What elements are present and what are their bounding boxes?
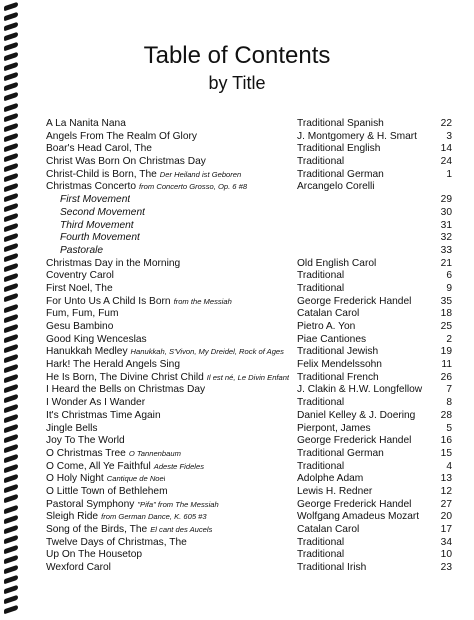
entry-page-number: 6: [446, 270, 452, 282]
binding-coil: [4, 313, 18, 323]
toc-entry: [46, 207, 452, 220]
binding-coil: [4, 243, 18, 253]
entry-page-number: 26: [440, 371, 452, 383]
entry-subtitle: O Tannenbaum: [128, 448, 181, 458]
binding-coil: [4, 173, 18, 183]
entry-title-cell: [46, 486, 168, 499]
entry-composer: George Frederick Handel: [297, 295, 412, 307]
entry-title: Hark! The Herald Angels Sing: [46, 359, 181, 371]
entry-composer: Traditional English: [297, 143, 381, 155]
toc-entry: [46, 423, 452, 436]
entry-title-cell: [60, 220, 134, 233]
entry-title-cell: [46, 308, 118, 321]
entry-subtitle: from German Dance, K. 605 #3: [101, 512, 207, 522]
entry-composer: Traditional: [297, 270, 345, 282]
entry-title: For Unto Us A Child Is Born: [46, 295, 171, 307]
entry-page-number: 4: [446, 460, 452, 472]
entry-title: Hanukkah Medley: [46, 346, 128, 358]
binding-coil: [4, 233, 18, 243]
entry-page-number: 1: [446, 168, 452, 180]
entry-composer: Felix Mendelssohn: [297, 359, 382, 371]
toc-entry: [46, 245, 452, 258]
binding-coil: [4, 504, 18, 514]
entry-page-number: 32: [440, 232, 452, 244]
entry-title-cell: [46, 156, 206, 169]
entry-composer: Piae Cantiones: [297, 333, 367, 345]
entry-title: Good King Wenceslas: [46, 333, 147, 345]
entry-composer: Wolfgang Amadeus Mozart: [297, 511, 420, 523]
entry-subtitle: Hanukkah, S'Vivon, My Dreidel, Rock of Ages: [130, 347, 284, 357]
entry-title: A La Nanita Nana: [46, 118, 126, 129]
entry-page-number: 5: [446, 422, 452, 434]
entry-title: Second Movement: [60, 206, 145, 218]
toc-entry: [46, 258, 452, 271]
entry-page-number: 33: [440, 244, 452, 256]
entry-title: He Is Born, The Divine Christ Child: [46, 371, 204, 383]
toc-entry: [46, 410, 452, 423]
page-title: Table of Contents: [143, 42, 331, 69]
entry-title-cell: [46, 397, 145, 410]
entry-subtitle: Der Heiland ist Geboren: [159, 169, 242, 179]
binding-coil: [4, 364, 18, 374]
entry-composer: J. Clakin & H.W. Longfellow: [297, 384, 423, 396]
entry-title-cell: [46, 169, 241, 182]
binding-coil: [4, 12, 18, 22]
binding-coil: [4, 595, 18, 605]
binding-coil: [4, 142, 18, 152]
entry-composer: Traditional German: [297, 447, 384, 459]
entry-title-cell: [46, 321, 113, 334]
binding-coil: [4, 303, 18, 313]
toc-entry: [46, 359, 452, 372]
entry-title: Boar's Head Carol, The: [46, 143, 152, 155]
toc-entry: [46, 283, 452, 296]
binding-coil: [4, 213, 18, 223]
binding-coil: [4, 183, 18, 193]
entry-page-number: 21: [440, 257, 452, 269]
toc-entry: [46, 270, 452, 283]
entry-page-number: 7: [446, 384, 452, 396]
entry-title: Jingle Bells: [46, 422, 98, 434]
entry-title: Joy To The World: [46, 435, 125, 447]
contents-list: [46, 118, 452, 575]
binding-coil: [4, 273, 18, 283]
entry-page-number: 13: [440, 473, 452, 485]
entry-title-cell: [46, 143, 152, 156]
entry-title: It's Christmas Time Again: [46, 409, 161, 421]
binding-coil: [4, 163, 18, 173]
entry-title-cell: [46, 270, 114, 283]
entry-title: Christ-Child is Born, The: [46, 168, 157, 180]
binding-coil: [4, 454, 18, 464]
toc-entry: [46, 473, 452, 486]
entry-title-cell: [46, 499, 219, 512]
entry-title-cell: [46, 384, 205, 397]
page-subtitle: by Title: [208, 73, 266, 93]
entry-composer: Pietro A. Yon: [297, 321, 356, 332]
entry-composer: Traditional French: [297, 371, 379, 383]
binding-coil: [4, 263, 18, 273]
entry-title: O Holy Night: [46, 473, 104, 485]
toc-entry: [46, 346, 452, 359]
toc-entry: [46, 296, 452, 309]
entry-title-cell: [46, 461, 204, 474]
entry-composer: George Frederick Handel: [297, 435, 412, 447]
entry-title: Up On The Housetop: [46, 549, 143, 561]
toc-entry: [46, 181, 452, 194]
binding-coil: [4, 22, 18, 32]
entry-title: Christmas Concerto: [46, 181, 137, 193]
entry-title: O Christmas Tree: [46, 447, 126, 459]
binding-coil: [4, 474, 18, 484]
binding-coil: [4, 444, 18, 454]
binding-coil: [4, 152, 18, 162]
entry-composer: Traditional Spanish: [297, 118, 384, 129]
entry-title: Wexford Carol: [46, 562, 111, 574]
toc-entry: [46, 232, 452, 245]
entry-title: First Noel, The: [46, 282, 113, 294]
binding-coil: [4, 102, 18, 112]
entry-title-cell: [46, 372, 289, 385]
entry-composer: J. Montgomery & H. Smart: [297, 130, 418, 142]
toc-entry: [46, 194, 452, 207]
entry-title: Pastoral Symphony: [46, 498, 135, 510]
entry-page-number: 25: [440, 321, 452, 332]
binding-coil: [4, 293, 18, 303]
binding-coil: [4, 2, 18, 12]
toc-entry: [46, 131, 452, 144]
binding-coil: [4, 514, 18, 524]
entry-page-number: 22: [440, 118, 452, 129]
entry-page-number: 29: [440, 194, 452, 206]
binding-coil: [4, 554, 18, 564]
toc-entry: [46, 537, 452, 550]
entry-title: O Come, All Ye Faithful: [46, 460, 151, 472]
binding-coil: [4, 464, 18, 474]
entry-composer: Adolphe Adam: [297, 473, 364, 485]
entry-title-cell: [46, 537, 187, 550]
binding-coil: [4, 283, 18, 293]
entry-composer: Traditional: [297, 156, 345, 168]
binding-coil: [4, 333, 18, 343]
entry-title: I Wonder As I Wander: [46, 397, 146, 409]
entry-composer: Traditional: [297, 282, 345, 294]
binding-coil: [4, 484, 18, 494]
toc-entry: [46, 169, 452, 182]
entry-composer: Traditional: [297, 536, 345, 548]
toc-entry: [46, 308, 452, 321]
entry-title-cell: [46, 346, 284, 359]
binding-coil: [4, 414, 18, 424]
binding-coil: [4, 605, 18, 615]
binding-coil: [4, 524, 18, 534]
entry-page-number: 31: [440, 219, 452, 231]
entry-title: Christ Was Born On Christmas Day: [46, 156, 206, 168]
toc-entry: [46, 499, 452, 512]
binding-coil: [4, 494, 18, 504]
entry-title-cell: [46, 448, 181, 461]
entry-title-cell: [46, 258, 180, 271]
toc-entry: [46, 486, 452, 499]
entry-title: Fourth Movement: [60, 232, 140, 244]
entry-subtitle: Cantique de Noel: [106, 474, 166, 484]
entry-title-cell: [46, 359, 180, 372]
binding-coil: [4, 424, 18, 434]
binding-coil: [4, 404, 18, 414]
entry-title-cell: [46, 334, 147, 347]
entry-page-number: 19: [440, 346, 452, 358]
entry-page-number: 9: [446, 282, 452, 294]
binding-coil: [4, 384, 18, 394]
entry-title: Sleigh Ride: [46, 511, 99, 523]
entry-composer: Daniel Kelley & J. Doering: [297, 409, 416, 421]
toc-entry: [46, 511, 452, 524]
entry-title-cell: [60, 207, 145, 220]
entry-composer: Traditional Irish: [297, 562, 367, 574]
entry-page-number: 14: [440, 143, 452, 155]
entry-title-cell: [46, 524, 212, 537]
toc-entry: [46, 461, 452, 474]
entry-subtitle: "Pifa" from The Messiah: [137, 499, 219, 509]
entry-title-cell: [46, 435, 125, 448]
entry-subtitle: Il est né, Le Divin Enfant: [206, 372, 290, 382]
entry-title-cell: [60, 245, 103, 258]
entry-page-number: 30: [440, 206, 452, 218]
binding-coil: [4, 434, 18, 444]
binding-coil: [4, 122, 18, 132]
entry-page-number: 2: [446, 333, 452, 345]
entry-subtitle: Adeste Fideles: [153, 461, 204, 471]
entry-composer: Pierpont, James: [297, 422, 371, 434]
binding-coil: [4, 565, 18, 575]
binding-coil: [4, 585, 18, 595]
entry-subtitle: from the Messiah: [173, 296, 232, 306]
binding-coil: [4, 343, 18, 353]
entry-title-cell: [46, 283, 113, 296]
entry-title-cell: [46, 562, 111, 575]
entry-page-number: 12: [440, 485, 452, 497]
entry-title: Pastorale: [60, 244, 104, 256]
entry-title: Third Movement: [60, 219, 134, 231]
entry-composer: Traditional: [297, 549, 345, 561]
binding-coil: [4, 132, 18, 142]
binding-coil: [4, 534, 18, 544]
toc-entry: [46, 448, 452, 461]
entry-page-number: 8: [446, 397, 452, 409]
entry-title: First Movement: [60, 194, 131, 206]
entry-page-number: 17: [440, 524, 452, 535]
binding-coil: [4, 394, 18, 404]
entry-title: O Little Town of Bethlehem: [46, 485, 168, 497]
binding-coil: [4, 544, 18, 554]
entry-composer: Traditional Jewish: [297, 346, 379, 358]
binding-coil: [4, 575, 18, 585]
toc-entry: [46, 384, 452, 397]
entry-composer: Traditional German: [297, 168, 384, 180]
entry-title: Angels From The Realm Of Glory: [46, 130, 197, 142]
toc-entry: [46, 118, 452, 131]
entry-title: Fum, Fum, Fum: [46, 308, 119, 320]
toc-entry: [46, 549, 452, 562]
entry-composer: George Frederick Handel: [297, 498, 412, 510]
toc-entry: [46, 372, 452, 385]
entry-title-cell: [46, 131, 197, 144]
entry-page-number: 3: [446, 130, 452, 142]
entry-title-cell: [60, 232, 140, 245]
binding-coil: [4, 374, 18, 384]
entry-page-number: 10: [440, 549, 452, 561]
entry-title-cell: [46, 296, 232, 309]
toc-entry: [46, 143, 452, 156]
toc-entry: [46, 156, 452, 169]
toc-entry: [46, 435, 452, 448]
entry-page-number: 27: [440, 498, 452, 510]
entry-title: Twelve Days of Christmas, The: [46, 536, 187, 548]
entry-page-number: 16: [440, 435, 452, 447]
binding-coil: [4, 223, 18, 233]
entry-composer: Lewis H. Redner: [297, 485, 373, 497]
toc-entry: [46, 220, 452, 233]
entry-composer: Old English Carol: [297, 257, 377, 269]
entry-page-number: 15: [440, 447, 452, 459]
entry-title-cell: [46, 511, 207, 524]
entry-title-cell: [46, 410, 161, 423]
entry-title-cell: [46, 473, 165, 486]
entry-page-number: 23: [440, 562, 452, 574]
entry-page-number: 34: [440, 536, 452, 548]
binding-coil: [4, 253, 18, 263]
binding-coil: [4, 112, 18, 122]
entry-composer: Arcangelo Corelli: [297, 181, 375, 193]
entry-composer: Traditional: [297, 460, 345, 472]
entry-title: Gesu Bambino: [46, 321, 114, 332]
entry-title: Song of the Birds, The: [46, 524, 148, 535]
binding-coil: [4, 203, 18, 213]
toc-entry: [46, 334, 452, 347]
binding-coil: [4, 323, 18, 333]
entry-title: I Heard the Bells on Christmas Day: [46, 384, 206, 396]
binding-coil: [4, 32, 18, 42]
entry-title: Christmas Day in the Morning: [46, 257, 181, 269]
entry-page-number: 35: [440, 295, 452, 307]
entry-composer: Catalan Carol: [297, 308, 360, 320]
toc-entry: [46, 321, 452, 334]
toc-entry: [46, 524, 452, 537]
entry-composer: Traditional: [297, 397, 345, 409]
toc-entry: [46, 397, 452, 410]
toc-entry: [46, 562, 452, 575]
entry-title-cell: [46, 549, 142, 562]
entry-title-cell: [60, 194, 130, 207]
entry-subtitle: from Concerto Grosso, Op. 6 #8: [139, 182, 248, 192]
entry-title-cell: [46, 423, 98, 436]
entry-title: Coventry Carol: [46, 270, 114, 282]
entry-composer: Catalan Carol: [297, 524, 360, 535]
entry-page-number: 20: [440, 511, 452, 523]
entry-page-number: 28: [440, 409, 452, 421]
binding-coil: [4, 353, 18, 363]
entry-page-number: 18: [440, 308, 452, 320]
entry-title-cell: [46, 118, 126, 131]
binding-coil: [4, 193, 18, 203]
entry-page-number: 11: [441, 359, 452, 371]
entry-subtitle: El cant des Aucels: [150, 525, 213, 534]
entry-title-cell: [46, 181, 247, 194]
entry-page-number: 24: [440, 156, 452, 168]
